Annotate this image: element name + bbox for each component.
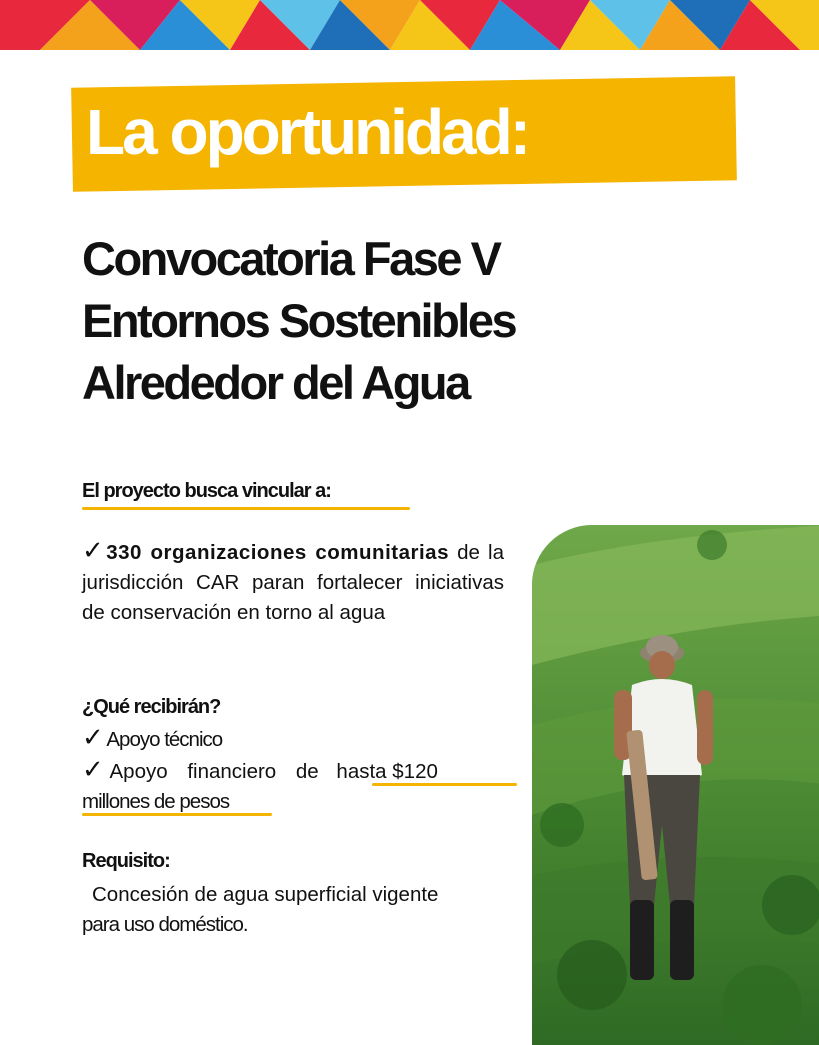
headline-line-2: Entornos Sostenibles (82, 294, 516, 347)
decorative-banner (0, 0, 819, 50)
amount-underline-1 (372, 783, 517, 786)
project-heading-underline (82, 507, 410, 510)
project-description (82, 535, 504, 628)
headline-line-3: Alrededor del Agua (82, 356, 469, 409)
technical-support: Apoyo técnico (106, 728, 223, 751)
receive-item-1 (82, 722, 504, 755)
farmer-photo (532, 525, 819, 1045)
triangle-pattern (0, 0, 819, 50)
check-icon: ✓ (82, 754, 104, 784)
headline-line-1: Convocatoria Fase V (82, 232, 500, 285)
financial-amount-line-2: millones de pesos (82, 790, 230, 813)
headline (82, 228, 515, 414)
page-title: La oportunidad: (86, 96, 529, 168)
requirement-heading: Requisito: (82, 850, 170, 872)
farmer-illustration (532, 525, 819, 1045)
project-heading: El proyecto busca vincular a: (82, 480, 331, 502)
check-icon: ✓ (82, 535, 107, 565)
check-icon: ✓ (82, 722, 103, 752)
requirement-text: Concesión de agua superficial vigente (92, 883, 439, 906)
amount-underline-2 (82, 813, 272, 816)
receive-heading: ¿Qué recibirán? (82, 696, 221, 718)
organizations-count: 330 organizaciones comunitarias (106, 541, 449, 564)
financial-amount: hasta $120 (336, 760, 438, 783)
financial-support: Apoyo financiero de (109, 760, 319, 783)
requirement-text-2: para uso doméstico. (82, 913, 248, 936)
project-text: de la jurisdicción CAR paran fortalecer iniciativas de conservación en torno al agua (82, 541, 504, 624)
